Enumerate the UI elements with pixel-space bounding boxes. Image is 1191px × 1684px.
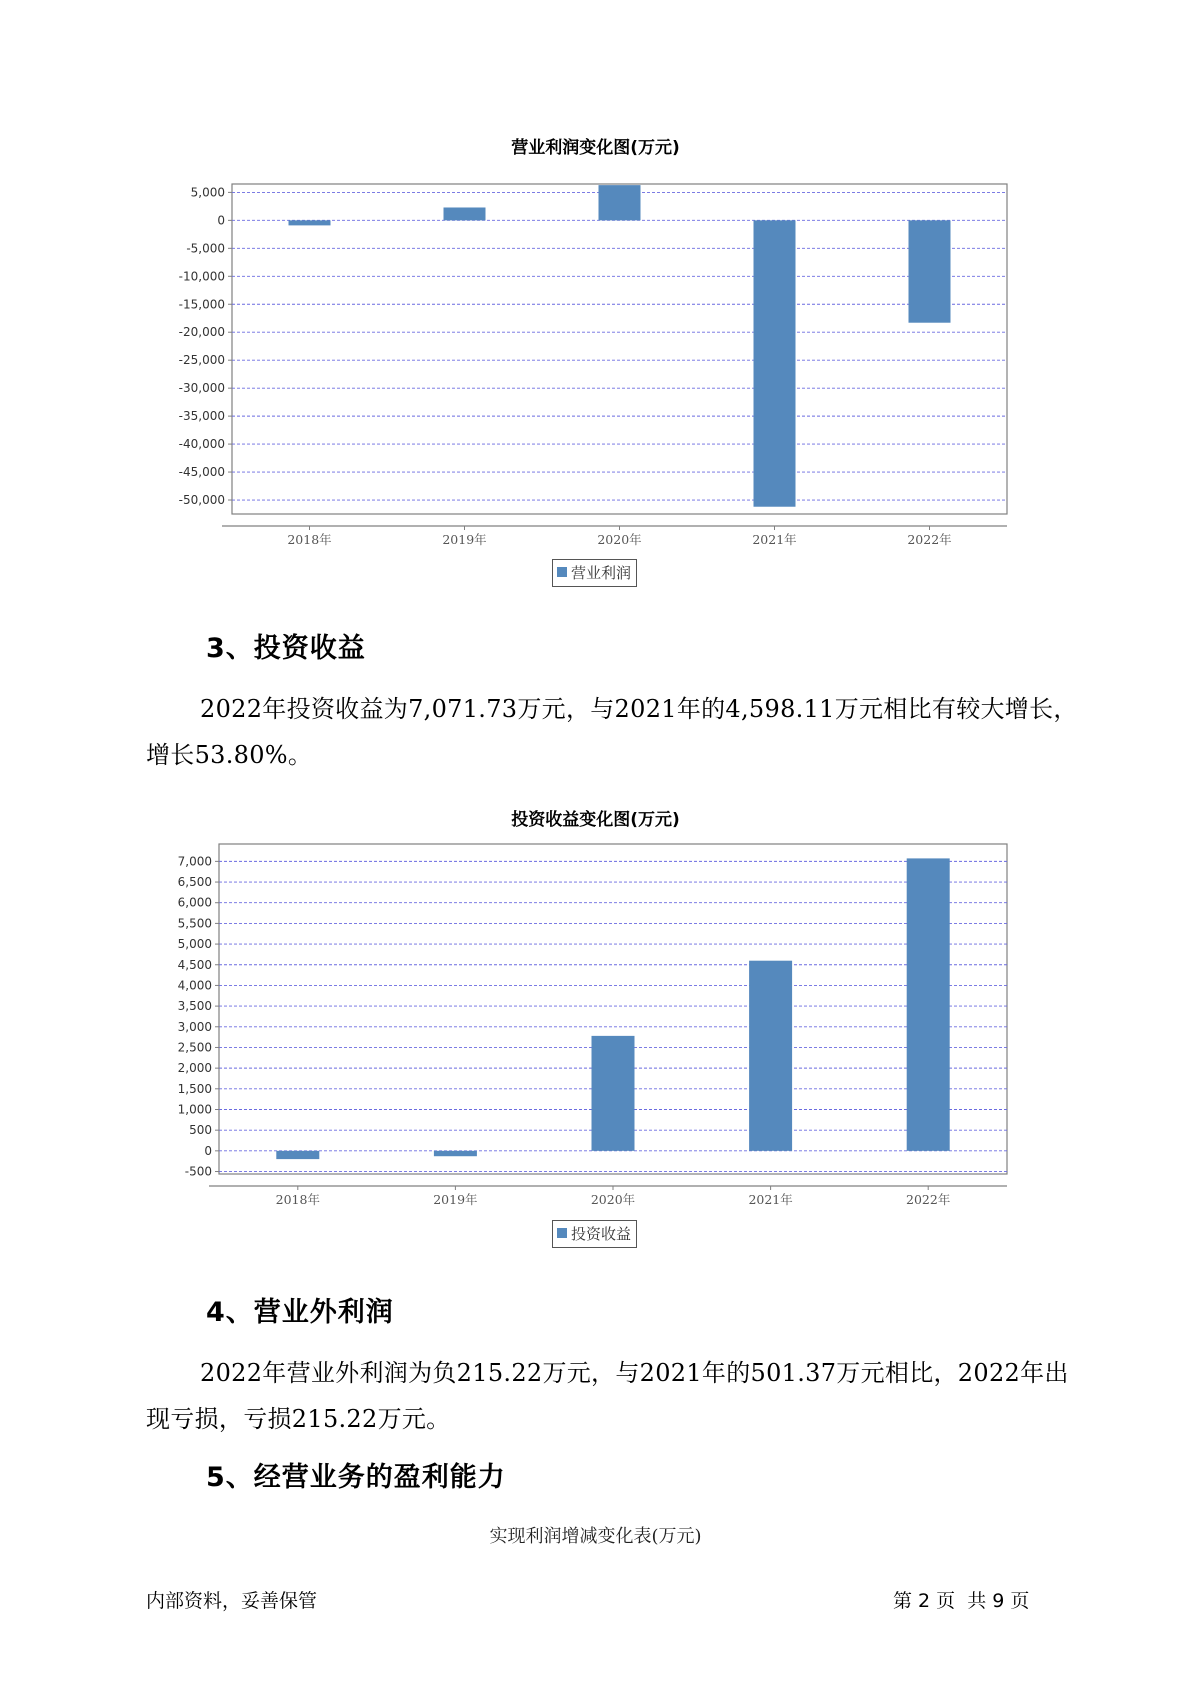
investment-income-legend (552, 1220, 637, 1248)
y-tick-label: -5,000 (186, 241, 225, 256)
x-tick-label: 2021年 (748, 1192, 793, 1207)
section-heading-investment-income: 3、投资收益 (206, 633, 366, 664)
y-tick-label: -50,000 (178, 493, 225, 508)
y-tick-label: 5,000 (190, 185, 225, 200)
operating-profit-chart-title: 营业利润变化图(万元) (511, 138, 680, 158)
y-tick-label: 1,000 (177, 1102, 212, 1117)
y-tick-label: 7,000 (177, 854, 212, 869)
investment-income-paragraph: 2022年投资收益为7,071.73万元，与2021年的4,598.11万元相比有较大增长，增长53.80%。 (146, 695, 1078, 769)
y-tick-label: -30,000 (178, 381, 225, 396)
bar-2022年 (907, 858, 950, 1150)
table-caption: 实现利润增减变化表(万元) (489, 1526, 702, 1547)
y-tick-label: 3,000 (177, 1019, 212, 1034)
bar-2020年 (592, 1036, 635, 1151)
bar-2019年 (434, 1151, 477, 1156)
x-tick-label: 2018年 (287, 532, 332, 547)
section-heading-non-operating-profit: 4、营业外利润 (206, 1297, 394, 1328)
y-tick-label: -35,000 (178, 409, 225, 424)
y-tick-label: 0 (204, 1143, 212, 1158)
y-tick-label: 5,500 (177, 916, 212, 931)
legend-label: 营业利润 (571, 564, 632, 582)
y-tick-label: 6,000 (177, 895, 212, 910)
x-tick-label: 2020年 (590, 1192, 636, 1207)
y-tick-label: 2,500 (177, 1040, 212, 1055)
bar-2018年 (276, 1151, 319, 1159)
y-tick-label: 5,000 (177, 937, 212, 952)
y-tick-label: -15,000 (178, 297, 225, 312)
y-tick-label: 4,500 (177, 957, 212, 972)
y-tick-label: 3,500 (177, 999, 212, 1014)
y-tick-label: -45,000 (178, 465, 225, 480)
footer-confidential-note: 内部资料，妥善保管 (146, 1590, 318, 1612)
y-tick-label: 500 (189, 1123, 212, 1138)
y-tick-label: 0 (217, 213, 225, 228)
x-tick-label: 2018年 (275, 1192, 320, 1207)
y-tick-label: 2,000 (177, 1061, 212, 1076)
section-heading-operating-profitability: 5、经营业务的盈利能力 (206, 1462, 506, 1493)
y-tick-label: -40,000 (178, 437, 225, 452)
x-tick-label: 2019年 (433, 1192, 478, 1207)
y-tick-label: -10,000 (178, 269, 225, 284)
x-tick-label: 2022年 (907, 532, 952, 547)
y-tick-label: 6,500 (177, 875, 212, 890)
x-tick-label: 2019年 (442, 532, 487, 547)
y-tick-label: -500 (184, 1164, 212, 1179)
y-tick-label: -25,000 (178, 353, 225, 368)
legend-label: 投资收益 (571, 1225, 632, 1243)
legend-swatch (557, 1228, 567, 1238)
investment-income-chart-title: 投资收益变化图(万元) (511, 810, 680, 830)
bar-2021年 (749, 961, 792, 1151)
y-tick-label: 1,500 (177, 1081, 212, 1096)
y-tick-label: -20,000 (178, 325, 225, 340)
non-operating-profit-paragraph: 2022年营业外利润为负215.22万元，与2021年的501.37万元相比，2022年出现亏损，亏损215.22万元。 (146, 1359, 1069, 1433)
x-tick-label: 2020年 (597, 532, 642, 547)
x-tick-label: 2022年 (906, 1192, 951, 1207)
y-tick-label: 4,000 (177, 978, 212, 993)
x-tick-label: 2021年 (752, 532, 797, 547)
footer-page-number: 第 2 页 共 9 页 (893, 1590, 1030, 1612)
